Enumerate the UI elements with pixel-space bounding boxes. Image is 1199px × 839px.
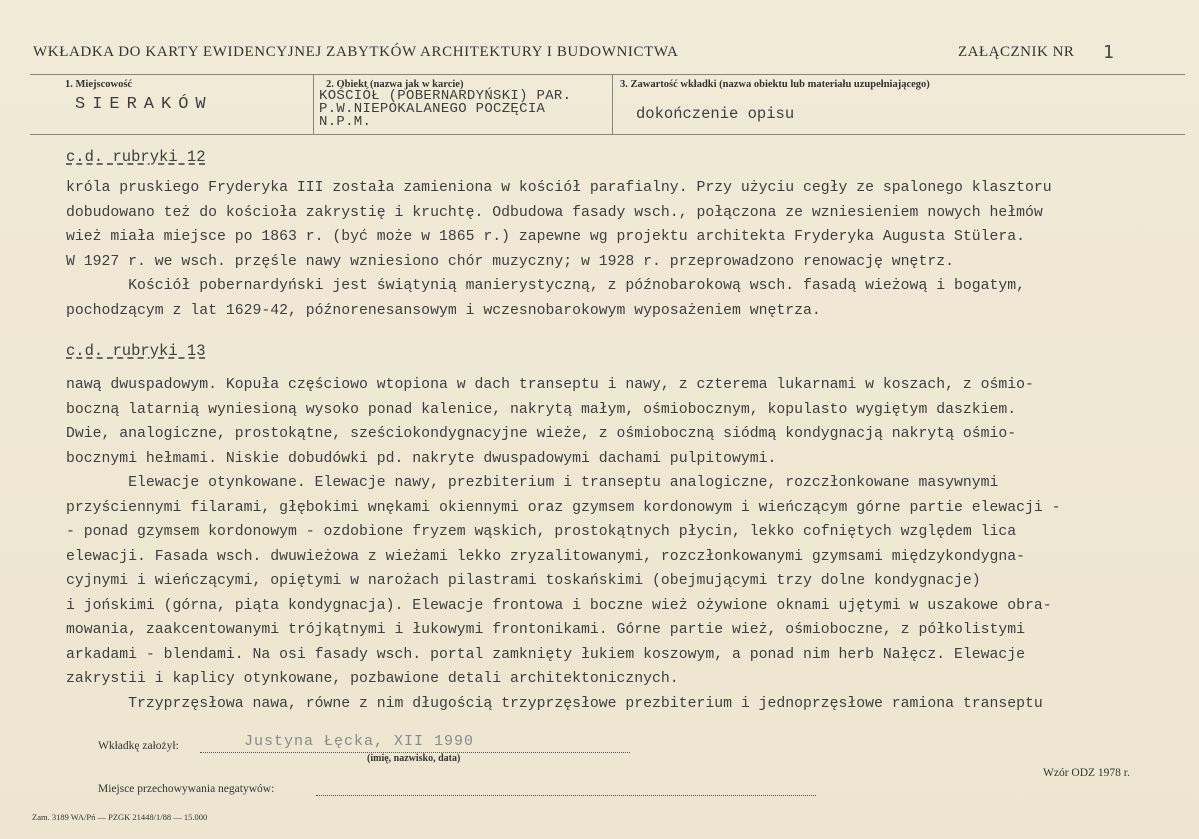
field-box-top-rule	[30, 74, 1185, 75]
field-object-line: P.W.NIEPOKALANEGO POCZĘCIA	[319, 101, 546, 117]
section-heading-12: c.d. rubryki 12	[66, 148, 206, 166]
founder-signature: Justyna Łęcka, XII 1990	[244, 733, 475, 750]
text-line: boczną latarnią wyniesioną wysoko ponad kalenice, nakrytą małym, ośmiobocznym, kopulasto wygiętym daszkiem.	[66, 401, 1017, 418]
text-line: pochodzącym z lat 1629-42, późnorenesansowym i wczesnobarokowym wyposażeniem wnętrza.	[66, 302, 821, 319]
attachment-label: ZAŁĄCZNIK NR	[958, 44, 1075, 60]
field-object-line: N.P.M.	[319, 114, 372, 130]
text-line: cyjnymi i wieńczącymi, opiętymi w narożach pilastrami toskańskimi (obejmującymi trzy dolne kondygnacje)	[66, 573, 981, 589]
section-body-13	[66, 373, 1191, 716]
form-pattern: Wzór ODZ 1978 r.	[1043, 767, 1130, 779]
card-title: WKŁADKA DO KARTY EWIDENCYJNEJ ZABYTKÓW ARCHITEKTURY I BUDOWNICTWA	[33, 44, 679, 60]
field-object-value	[319, 90, 571, 129]
text-line: nawą dwuspadowym. Kopuła częściowo wtopiona w dach transeptu i nawy, z czterema lukarnami w koszach, z ośmio-	[66, 377, 1034, 393]
text-line: zakrystii i kaplicy otynkowane, pozbawione detali architektonicznych.	[66, 671, 679, 687]
text-line: Dwie, analogiczne, prostokątne, sześciokondygnacyjne wieże, z ośmioboczną siódmą kondygnacją nakrytą ośmio-	[66, 426, 1017, 442]
text-line: mowania, zaakcentowanymi trójkątnymi i łukowymi frontonikami. Górne partie wież, ośmioboczne, z półkolistymi	[66, 622, 1025, 638]
field-location-value: SIERAKÓW	[75, 95, 213, 114]
founder-caption: (imię, nazwisko, data)	[367, 753, 461, 764]
field-contents-value: dokończenie opisu	[636, 105, 795, 123]
text-line: wież miała miejsce po 1863 r. (być może w 1865 r.) zapewne wg projektu architekta Fryderyka Augusta Stülera.	[66, 229, 1025, 245]
text-line: króla pruskiego Fryderyka III została zamieniona w kościół parafialny. Przy użyciu cegły ze spalonego klasztoru	[66, 180, 1052, 196]
section-body-12	[66, 176, 1191, 323]
negatives-dotted-line	[316, 795, 816, 796]
field-location-label: 1. Miejscowość	[65, 79, 133, 90]
text-line: bocznymi hełmami. Niskie dobudówki pd. nakryte dwuspadowymi dachami pulpitowymi.	[66, 450, 777, 467]
text-line: elewacji. Fasada wsch. dwuwieżowa z wieżami lekko zryzalitowanymi, rozczłonkowanymi gzymsami międzykondygna-	[66, 548, 1025, 565]
field-divider-1	[313, 74, 314, 134]
text-line: W 1927 r. we wsch. przęśle nawy wzniesiono chór muzyczny; w 1928 r. przeprowadzono renowację wnętrz.	[66, 253, 954, 270]
field-contents-label: 3. Zawartość wkładki (nazwa obiektu lub materiału uzupełniającego)	[620, 79, 930, 90]
text-line: Trzyprzęsłowa nawa, równe z nim długością trzyprzęsłowe prezbiterium i jednoprzęsłowe ramiona transeptu	[66, 695, 1043, 712]
text-line: - ponad gzymsem kordonowym - ozdobione fryzem wąskich, prostokątnych płycin, lekko cofniętych względem lica	[66, 524, 1017, 540]
field-box-bottom-rule	[30, 134, 1185, 135]
attachment-number: 1	[1103, 42, 1114, 63]
field-divider-2	[612, 74, 613, 134]
founder-label: Wkładkę założył:	[98, 740, 179, 752]
text-line: arkadami - blendami. Na osi fasady wsch. portal zamknięty łukiem koszowym, a ponad nim herb Nałęcz. Elewacje	[66, 646, 1025, 663]
field-object-line: KOŚCIÓŁ (POBERNARDYŃSKI) PAR.	[319, 88, 572, 104]
text-line: przyściennymi filarami, głębokimi wnękami okiennymi oraz gzymsem kordonowym i wieńczącym górne partie elewacji -	[66, 499, 1061, 516]
print-code: Zam. 3189 WA/Pń — PZGK 21448/1/88 — 15.000	[32, 812, 208, 822]
text-line: Elewacje otynkowane. Elewacje nawy, prezbiterium i transeptu analogiczne, rozczłonkowane masywnymi	[66, 475, 999, 491]
section-heading-13: c.d. rubryki 13	[66, 342, 206, 360]
text-line: dobudowano też do kościoła zakrystię i kruchtę. Odbudowa fasady wsch., połączona ze wzniesieniem nowych hełmów	[66, 204, 1043, 221]
text-line: i jońskimi (górna, piąta kondygnacja). Elewacje frontowa i boczne wież ożywione oknami ujętymi w uszakowe obra-	[66, 597, 1052, 614]
field-object-label: 2. Obiekt (nazwa jak w karcie)	[326, 79, 464, 90]
text-line: Kościół pobernardyński jest świątynią manierystyczną, z późnobarokową wsch. fasadą wieżową i bogatym,	[66, 278, 1025, 294]
negatives-location-label: Miejsce przechowywania negatywów:	[98, 783, 275, 795]
